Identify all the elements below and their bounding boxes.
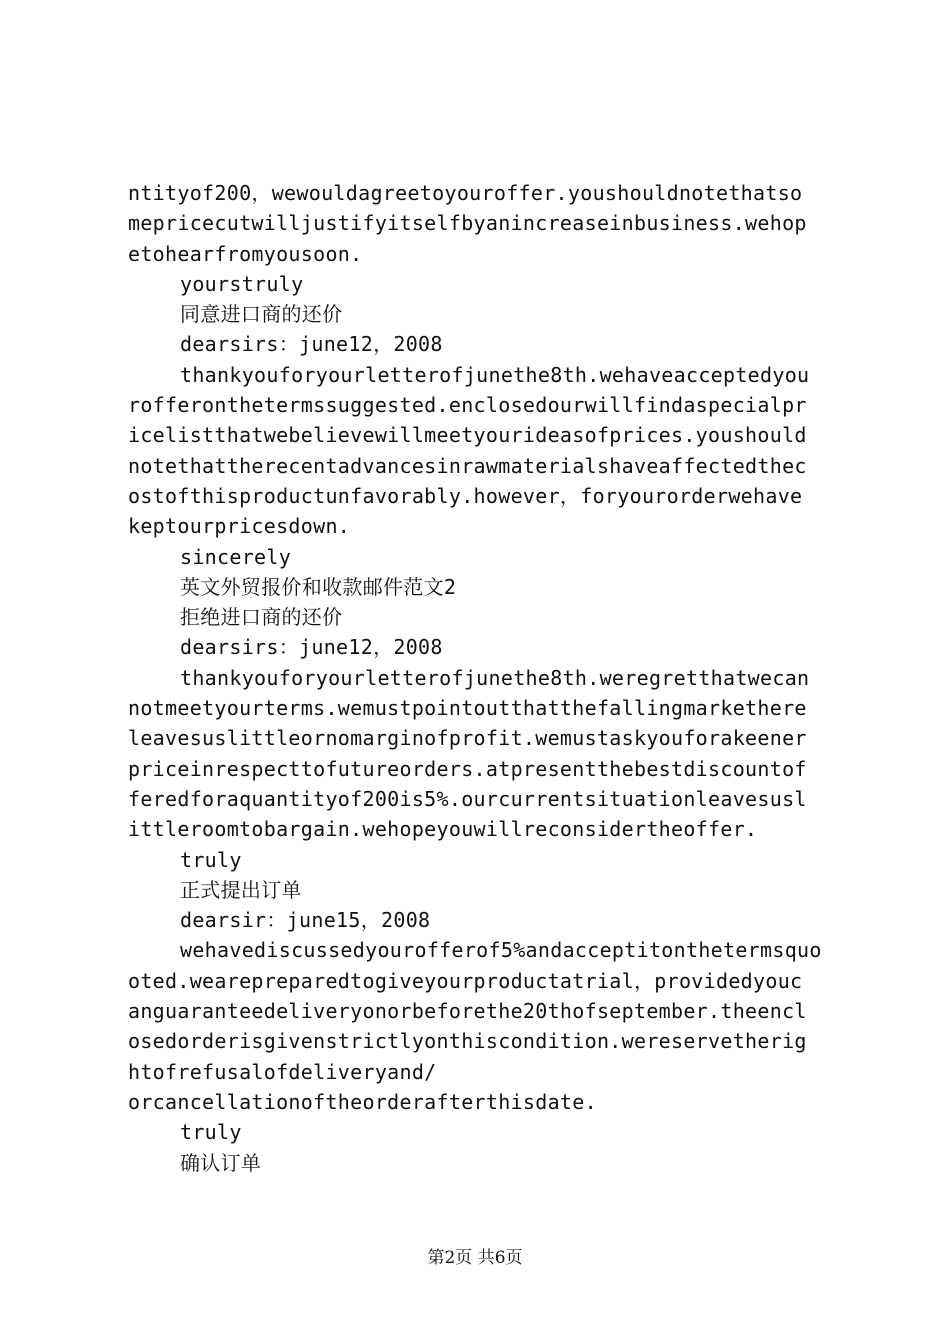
text-line: 正式提出订单 <box>180 877 302 902</box>
text-line: osedorderisgivenstrictlyonthiscondition.wereservetherig <box>128 1029 807 1054</box>
text-line: priceinrespecttofutureorders.atpresentthebestdiscountof <box>128 756 807 781</box>
text-line: 确认订单 <box>180 1150 262 1175</box>
text-line: 英文外贸报价和收款邮件范文2 <box>180 574 457 599</box>
text-line: htofrefusalofdeliveryand/ <box>128 1059 437 1084</box>
text-line: icelistthatwebelievewillmeetyourideasofprices.youshould <box>128 423 807 448</box>
text-line: notmeetyourterms.wemustpointoutthatthefallingmarkethere <box>128 696 807 721</box>
text-line: etohearfromyousoon. <box>128 241 363 266</box>
text-line: anguaranteedeliveryonorbeforethe20thofseptember.theencl <box>128 999 807 1024</box>
document-body <box>128 178 834 1178</box>
text-line: orcancellationoftheorderafterthisdate. <box>128 1089 597 1114</box>
text-line: notethattherecentadvancesinrawmaterialshaveaffectedthec <box>128 453 807 478</box>
text-line: dearsirs：june12，2008 <box>180 332 443 357</box>
text-line: oted.wearepreparedtogiveyourproductatrial，providedyouc <box>128 968 803 993</box>
text-line: leavesuslittleornomarginofprofit.wemustaskyouforakeener <box>128 726 807 751</box>
text-line: ittleroomtobargain.wehopeyouwillreconsidertheoffer. <box>128 817 758 842</box>
text-line: 同意进口商的还价 <box>180 302 343 327</box>
text-line: thankyouforyourletterofjunethe8th.weregretthatwecan <box>180 665 810 690</box>
text-line: feredforaquantityof200is5%.ourcurrentsituationleavesusl <box>128 786 807 811</box>
text-line: yourstruly <box>180 271 304 296</box>
text-line: dearsir：june15，2008 <box>180 908 431 933</box>
text-line: thankyouforyourletterofjunethe8th.wehaveacceptedyou <box>180 362 810 387</box>
text-line: 拒绝进口商的还价 <box>180 605 343 630</box>
text-line: ostofthisproductunfavorably.however，foryourorderwehave <box>128 483 803 508</box>
text-line: dearsirs：june12，2008 <box>180 635 443 660</box>
text-line: mepricecutwilljustifyitselfbyanincreaseinbusiness.wehop <box>128 211 807 236</box>
text-line: keptourpricesdown. <box>128 514 351 539</box>
text-line: ntityof200，wewouldagreetoyouroffer.youshouldnotethatso <box>128 181 803 205</box>
text-line: wehavediscussedyourofferof5%andacceptitonthetermsquo <box>180 938 822 963</box>
text-line: rofferonthetermssuggested.enclosedourwillfindaspecialpr <box>128 393 807 418</box>
text-line: sincerely <box>180 544 292 569</box>
text-line: truly <box>180 847 242 872</box>
text-line: truly <box>180 1120 242 1145</box>
page-footer: 第2页 共6页 <box>427 1248 523 1268</box>
